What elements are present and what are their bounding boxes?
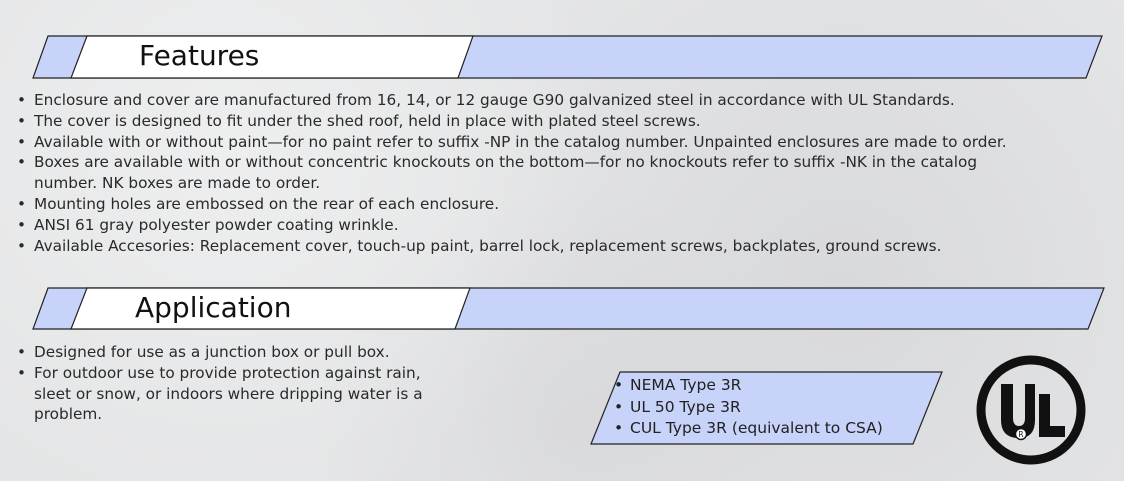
features-item: • Boxes are available with or without concentric knockouts on the bottom—for no knockouts refer to suffix -NK in the catalog number. NK boxes are made to order.: [0, 152, 1024, 194]
application-list: [0, 342, 460, 425]
rating-item: • UL 50 Type 3R: [610, 397, 883, 419]
rating-item: • NEMA Type 3R: [610, 375, 883, 397]
ratings-box: [590, 371, 944, 445]
features-item: • The cover is designed to fit under the shed roof, held in place with plated steel screws.: [0, 111, 1090, 132]
rating-item: • CUL Type 3R (equivalent to CSA): [610, 418, 883, 440]
features-item: • ANSI 61 gray polyester powder coating wrinkle.: [0, 215, 1090, 236]
features-item: • Available with or without paint—for no paint refer to suffix -NP in the catalog number. Unpainted enclosures are made to order.: [0, 132, 1090, 153]
features-item: • Mounting holes are embossed on the rear of each enclosure.: [0, 194, 1090, 215]
application-banner: [0, 287, 1124, 333]
registered-mark: R: [1018, 430, 1024, 439]
features-banner: [0, 35, 1124, 81]
application-heading: Application: [135, 291, 292, 324]
features-item: • Enclosure and cover are manufactured from 16, 14, or 12 gauge G90 galvanized steel in accordance with UL Standards.: [0, 90, 1090, 111]
features-item: • Available Accesories: Replacement cover, touch-up paint, barrel lock, replacement screws, backplates, ground screws.: [0, 236, 1090, 257]
features-list: [0, 90, 1090, 256]
features-heading: Features: [139, 39, 260, 72]
application-item: • For outdoor use to provide protection against rain, sleet or snow, or indoors where dripping water is a problem.: [0, 363, 460, 425]
ratings-list: [610, 375, 883, 440]
application-item: • Designed for use as a junction box or pull box.: [0, 342, 460, 363]
ul-certification-logo-icon: [975, 354, 1087, 466]
